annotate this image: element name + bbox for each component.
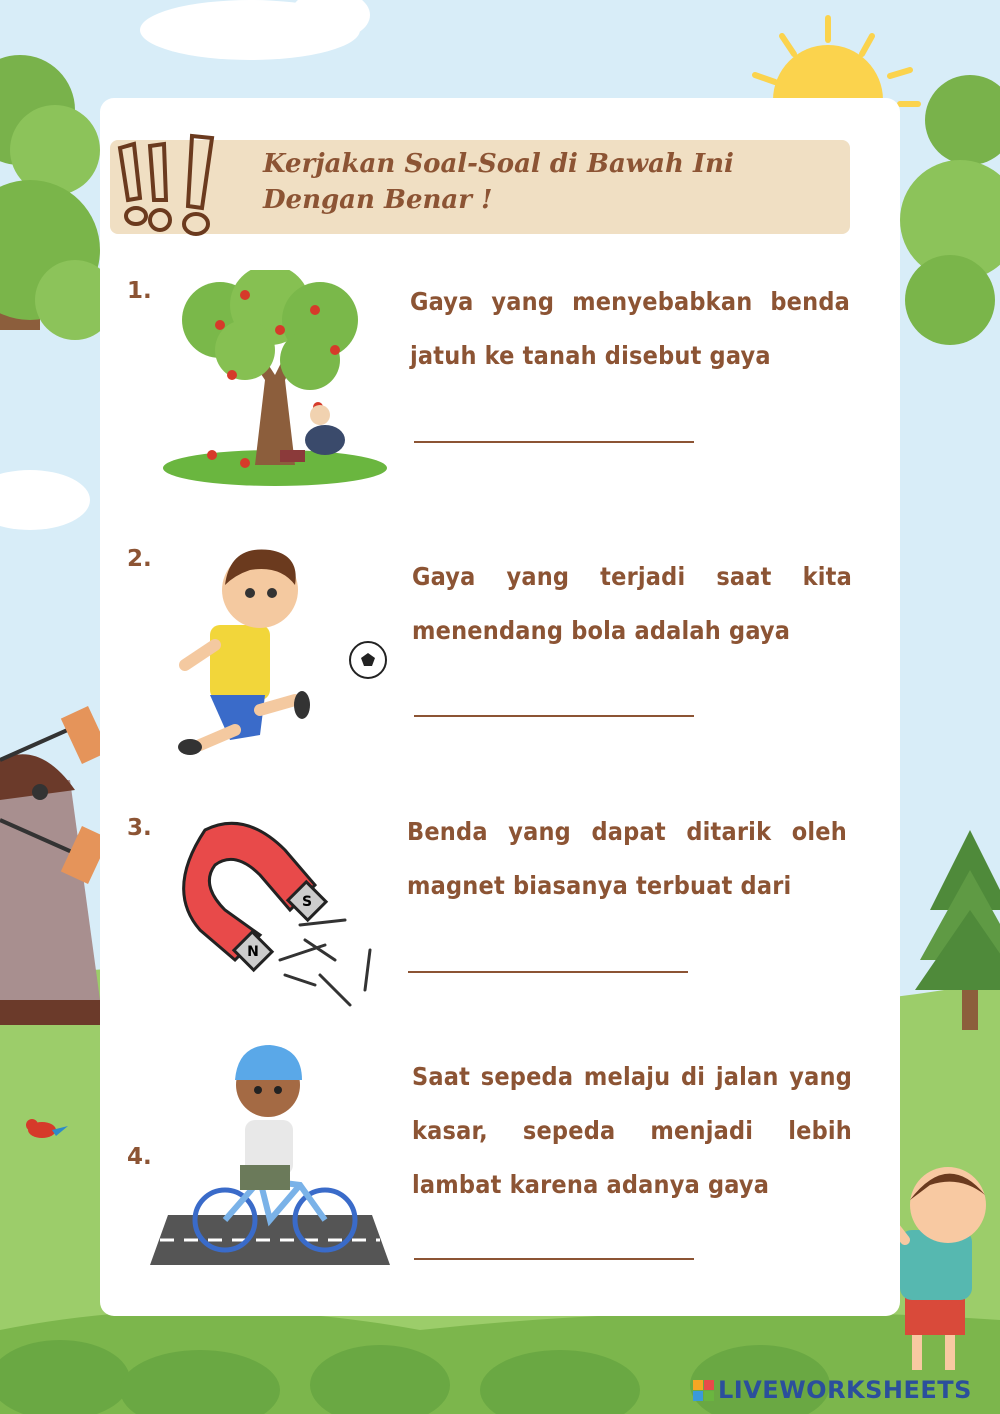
question-number-2: 2. [127,546,152,572]
apple-tree-icon [160,270,390,490]
question-text-2: Gaya yang terjadi saat kita menendang bola adalah gaya [412,562,852,645]
kicking-boy-icon [170,535,395,765]
answer-blank-4[interactable] [414,1242,694,1260]
answer-blank-1[interactable] [414,425,694,443]
question-number-4: 4. [127,1144,152,1170]
question-text-1: Gaya yang menyebabkan benda jatuh ke tanah disebut gaya [410,287,850,370]
title-line-1: Kerjakan Soal-Soal di Bawah Ini [263,149,734,179]
answer-blank-3[interactable] [408,955,688,973]
exclamation-icon [112,128,232,240]
logo-text: LIVEWORKSHEETS [718,1376,972,1404]
magnet-icon [175,810,390,1015]
question-number-1: 1. [127,278,152,304]
liveworksheets-logo[interactable] [693,1375,972,1405]
question-text-4: Saat sepeda melaju di jalan yang kasar, sepeda menjadi lebih lambat karena adanya gaya [412,1062,852,1199]
answer-blank-2[interactable] [414,699,694,717]
question-text-3: Benda yang dapat ditarik oleh magnet biasanya terbuat dari [407,817,847,900]
question-number-3: 3. [127,815,152,841]
cyclist-icon [150,1040,390,1270]
page-title [263,146,853,218]
magnet-north-label: N [247,944,259,960]
logo-mark-icon [693,1380,714,1401]
magnet-south-label: S [301,894,313,910]
title-line-2: Dengan Benar ! [263,185,493,215]
